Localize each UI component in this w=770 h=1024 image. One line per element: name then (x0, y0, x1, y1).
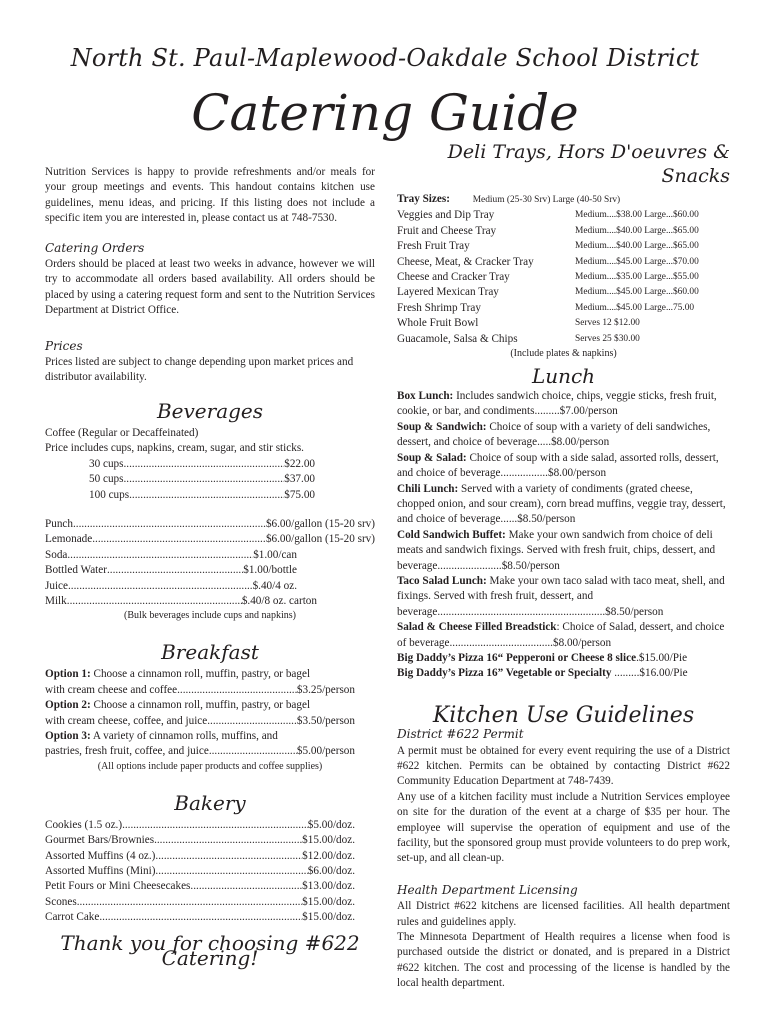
beverage-row: Punch ..... $6.00/gallon (15-20 srv) (45, 517, 375, 532)
permit-text: Any use of a kitchen facility must include a Nutrition Services employee on site for the duration of the event at a charge of $35 per hour. The employee will supervise the operation of equipment and use of the facility, but the sponsored group must provide volunteers to do prep work, set-up, and all clean-up. (397, 790, 730, 865)
health-heading: Health Department Licensing (397, 882, 578, 897)
tray-row: Cheese and Cracker Tray Medium....$35.00 Large...$55.00 (397, 271, 699, 284)
tray-row: Fresh Shrimp Tray Medium....$45.00 Large...75.00 (397, 301, 695, 314)
pizza-item: Big Daddy’s Pizza 16” Vegetable or Specialty .........$16.00/Pie (397, 667, 688, 680)
health-text: The Minnesota Department of Health requires a license when food is purchased outside the district or donated, and is prepared in a District #622 kitchen. The cost and processing of the license is handled by the local health department. (397, 931, 730, 990)
bakery-row: Gourmet Bars/Brownies ..... $15.00/doz. (45, 833, 355, 848)
breakfast-heading: Breakfast (161, 640, 259, 665)
breakfast-option: Option 2: Choose a cinnamon roll, muffin, pastry, or bagel with cream cheese, coffee, and juice ..... $3.50/person (45, 698, 375, 729)
bakery-row: Cookies (1.5 oz.) ..... $5.00/doz. (45, 818, 355, 833)
tray-row: Fruit and Cheese Tray Medium....$40.00 Large...$65.00 (397, 224, 699, 237)
bakery-row: Assorted Muffins (4 oz.) ..... $12.00/doz. (45, 849, 355, 864)
bakery-row: Petit Fours or Mini Cheesecakes ..... $13.00/doz. (45, 879, 355, 894)
lunch-item: Chili Lunch: Served with a variety of condiments (grated cheese, chopped onion, and sour cream), corn bread muffins, veggie tray, dessert, and choice of beverage......$8.50/person (397, 482, 726, 526)
right-column (397, 140, 730, 992)
coffee-line: Coffee (Regular or Decaffeinated) (45, 426, 199, 439)
tray-row: Guacamole, Salsa & Chips Serves 25 $30.00 (397, 332, 640, 345)
lunch-heading: Lunch (531, 364, 596, 389)
beverage-row: Bottled Water ..... $1.00/bottle (45, 563, 297, 578)
health-text: All District #622 kitchens are licensed facilities. All health department rules and guidelines apply. (397, 900, 730, 928)
breakfast-note: (All options include paper products and coffee supplies) (97, 760, 323, 772)
breakfast-option: Option 1: Choose a cinnamon roll, muffin, pastry, or bagel with cream cheese and coffee ..... $3.25/person (45, 667, 375, 698)
tray-row: Layered Mexican Tray Medium....$45.00 Large...$60.00 (397, 286, 699, 299)
coffee-includes: Price includes cups, napkins, cream, sugar, and stir sticks. (45, 442, 304, 455)
pizza-item: Big Daddy’s Pizza 16“ Pepperoni or Cheese 8 slice.$15.00/Pie (397, 651, 688, 664)
deli-note: (Include plates & napkins) (510, 348, 617, 360)
tray-sizes: Tray Sizes: Medium (25-30 Srv) Large (40-50 Srv) (397, 193, 621, 205)
bakery-row: Carrot Cake ..... $15.00/doz. (45, 910, 355, 925)
lunch-item: Cold Sandwich Buffet: Make your own sandwich from choice of deli meats and sandwich fixings. Served with fresh fruit, chips, dessert, and beverage.......................$8.50/person (397, 528, 716, 572)
page-title: Catering Guide (191, 84, 579, 142)
prices-text: Prices listed are subject to change depending upon market prices and distributor availability. (45, 356, 354, 384)
beverage-row: Lemonade ..... $6.00/gallon (15-20 srv) (45, 532, 375, 547)
beverage-note: (Bulk beverages include cups and napkins) (124, 610, 296, 622)
bakery-heading: Bakery (174, 790, 246, 815)
tray-row: Fresh Fruit Tray Medium....$40.00 Large...$65.00 (397, 240, 699, 253)
lunch-item: Soup & Salad: Choice of soup with a side salad, assorted rolls, dessert, and choice of beverage.................$8.00/person (397, 451, 719, 480)
intro-text: Nutrition Services is happy to provide refreshments and/or meals for your group meetings and events. This handout contains kitchen use guidelines, menu ideas, and pricing. If this listing does not include a specific item you are interested in, please contact us at 748-7530. (45, 166, 375, 225)
coffee-size-row: 50 cups ..... $37.00 (89, 472, 315, 487)
lunch-item: Taco Salad Lunch: Make your own taco salad with taco meat, shell, and fixings. Served with fresh fruit, dessert, and beverage............................................................$8.50/person (397, 574, 725, 618)
catering-orders-heading: Catering Orders (45, 240, 145, 255)
lunch-item: Box Lunch: Includes sandwich choice, chips, veggie sticks, fresh fruit, cookie, or bar, and condiments.........$7.00/person (397, 390, 717, 418)
lunch-item: Soup & Sandwich: Choice of soup with a variety of deli sandwiches, dessert, and choice of beverage.....$8.00/person (397, 420, 711, 449)
permit-heading: District #622 Permit (397, 727, 524, 742)
district-name: North St. Paul-Maplewood-Oakdale School District (70, 44, 700, 72)
breakfast-option: Option 3: A variety of cinnamon rolls, muffins, and pastries, fresh fruit, coffee, and juice ..... $5.00/person (45, 729, 375, 760)
beverage-row: Soda ..... $1.00/can (45, 548, 297, 563)
lunch-item: Salad & Cheese Filled Breadstick: Choice of Salad, dessert, and choice of beverage.....................................$8.00/person (397, 621, 725, 649)
bakery-row: Assorted Muffins (Mini) ..... $6.00/doz. (45, 864, 355, 879)
catering-orders-text: Orders should be placed at least two weeks in advance, however we will try to accommodate all orders based availability. All orders should be placed by using a catering request form and sent to the Nutrition Services Department at District Office. (45, 258, 375, 317)
coffee-size-row: 100 cups ..... $75.00 (89, 488, 315, 503)
left-column (45, 165, 375, 971)
tray-row: Cheese, Meat, & Cracker Tray Medium....$45.00 Large...$70.00 (397, 255, 699, 268)
beverage-row: Milk ..... $.40/8 oz. carton (45, 594, 317, 609)
prices-heading: Prices (45, 338, 83, 353)
tray-row: Whole Fruit Bowl Serves 12 $12.00 (397, 317, 640, 330)
coffee-size-row: 30 cups ..... $22.00 (89, 457, 315, 472)
deli-heading: Deli Trays, Hors D'oeuvres & Snacks (447, 141, 730, 187)
beverage-row: Juice ..... $.40/4 oz. (45, 579, 297, 594)
tray-row: Veggies and Dip Tray Medium....$38.00 Large...$60.00 (397, 209, 699, 222)
bakery-row: Scones ..... $15.00/doz. (45, 895, 355, 910)
permit-text: A permit must be obtained for every event requiring the use of a District #622 kitchen. Permits can be obtained by contacting District #622 Community Education Department at 748-7439. (397, 744, 730, 788)
thank-you-message: Thank you for choosing #622 Catering! (60, 930, 360, 971)
beverages-heading: Beverages (156, 398, 264, 423)
kitchen-heading: Kitchen Use Guidelines (432, 702, 695, 728)
